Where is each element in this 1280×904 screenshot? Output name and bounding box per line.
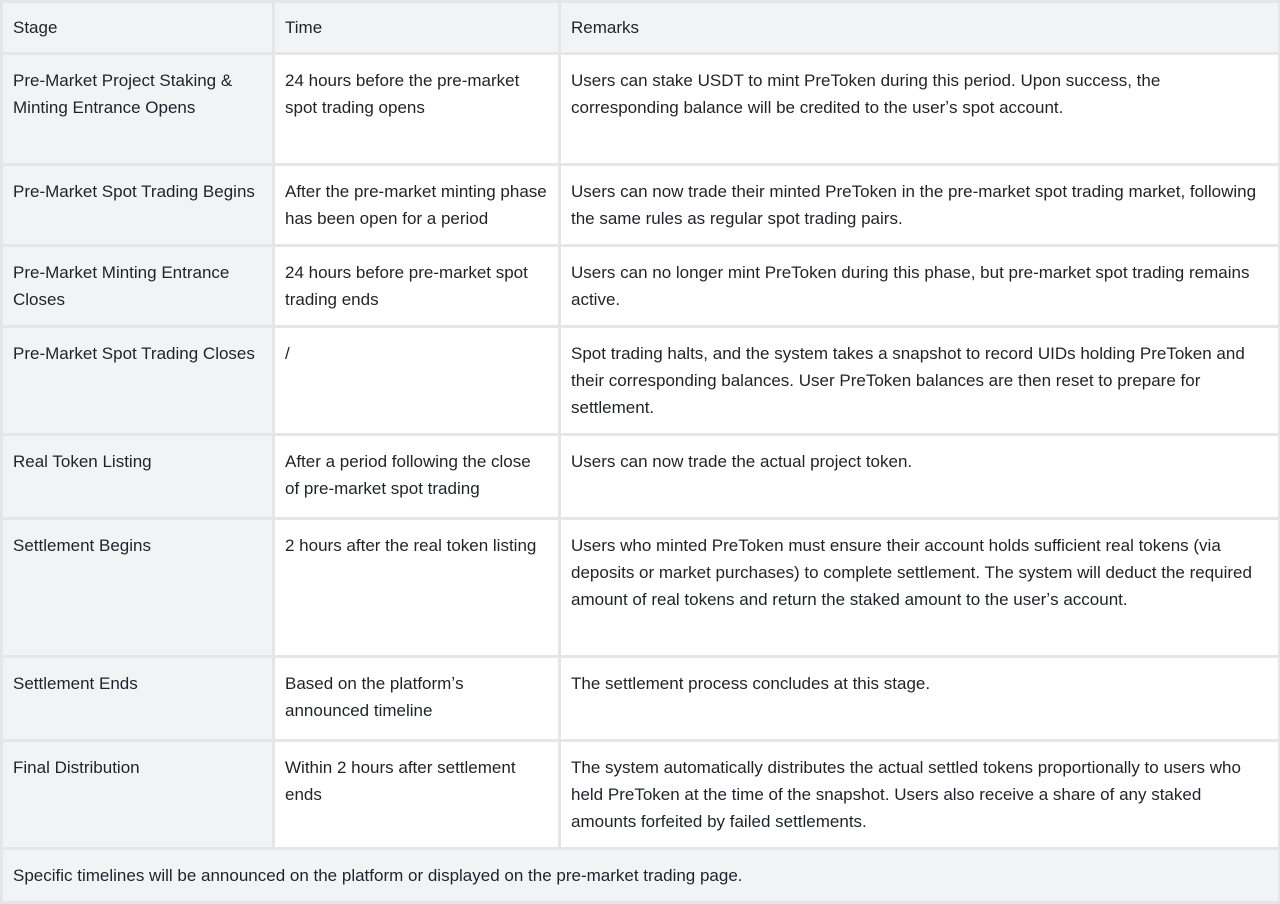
stage-cell: Pre-Market Minting Entrance Closes [2,246,274,327]
table-row [2,657,1280,741]
table-header-row [2,2,1280,54]
time-cell: Within 2 hours after settlement ends [274,741,560,849]
time-cell: 24 hours before pre-market spot trading ends [274,246,560,327]
time-cell: After the pre-market minting phase has been open for a period [274,165,560,246]
table-row [2,165,1280,246]
remarks-cell: Users who minted PreToken must ensure their account holds sufficient real tokens (via deposits or market purchases) to complete settlement. The system will deduct the required amount of real tokens and return the staked amount to the userʼs account. [560,519,1280,657]
remarks-cell: Users can stake USDT to mint PreToken during this period. Upon success, the corresponding balance will be credited to the userʼs spot account. [560,54,1280,165]
stage-cell: Settlement Ends [2,657,274,741]
time-cell: 24 hours before the pre-market spot trading opens [274,54,560,165]
time-cell: 2 hours after the real token listing [274,519,560,657]
column-header-stage: Stage [2,2,274,54]
stage-cell: Pre-Market Spot Trading Begins [2,165,274,246]
table-row [2,741,1280,849]
column-header-time: Time [274,2,560,54]
remarks-cell: Users can no longer mint PreToken during this phase, but pre-market spot trading remains active. [560,246,1280,327]
table-row [2,54,1280,165]
remarks-cell: The settlement process concludes at this stage. [560,657,1280,741]
stage-cell: Final Distribution [2,741,274,849]
remarks-cell: The system automatically distributes the actual settled tokens proportionally to users who held PreToken at the time of the snapshot. Users also receive a share of any staked amounts forfeited by failed settlements. [560,741,1280,849]
stage-cell: Pre-Market Project Staking & Minting Entrance Opens [2,54,274,165]
time-cell: Based on the platformʼs announced timeline [274,657,560,741]
stage-cell: Real Token Listing [2,435,274,519]
remarks-cell: Spot trading halts, and the system takes a snapshot to record UIDs holding PreToken and their corresponding balances. User PreToken balances are then reset to prepare for settlement. [560,327,1280,435]
time-cell: After a period following the close of pre-market spot trading [274,435,560,519]
column-header-remarks: Remarks [560,2,1280,54]
time-cell: / [274,327,560,435]
table-row [2,246,1280,327]
footer-note: Specific timelines will be announced on the platform or displayed on the pre-market trading page. [2,849,1280,903]
remarks-cell: Users can now trade the actual project token. [560,435,1280,519]
stage-cell: Settlement Begins [2,519,274,657]
table-footer-row [2,849,1280,903]
table-row [2,519,1280,657]
table-row [2,435,1280,519]
table-row [2,327,1280,435]
remarks-cell: Users can now trade their minted PreToken in the pre-market spot trading market, following the same rules as regular spot trading pairs. [560,165,1280,246]
stage-cell: Pre-Market Spot Trading Closes [2,327,274,435]
